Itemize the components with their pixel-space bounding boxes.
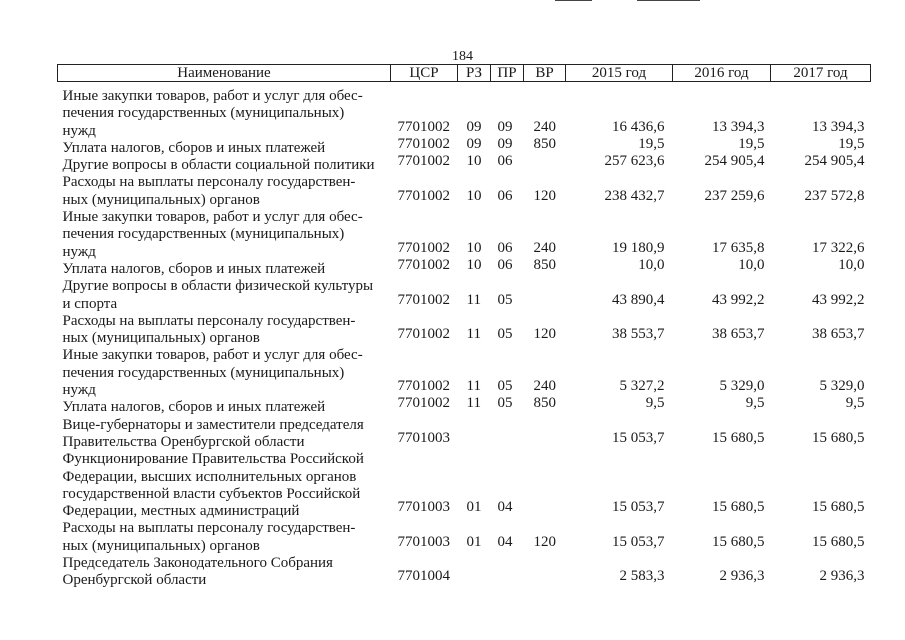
cell-csr	[391, 520, 458, 555]
cell-pr	[491, 278, 524, 313]
cell-name-line: Уплата налогов, сборов и иных платежей	[62, 260, 326, 277]
cell-y2017	[771, 520, 871, 555]
cell-pr-value: 06	[497, 153, 513, 170]
cell-vr	[524, 82, 566, 140]
header-name: Наименование	[58, 65, 391, 82]
cell-y2015	[566, 209, 673, 261]
cell-y2017	[771, 153, 871, 174]
cell-y2016	[673, 520, 771, 555]
cell-y2015	[566, 278, 673, 313]
cell-name	[58, 82, 391, 140]
cell-y2015	[566, 174, 673, 209]
cell-name-line: нужд	[62, 382, 96, 399]
cell-csr	[391, 256, 458, 278]
cell-csr	[391, 417, 458, 452]
cell-y2015	[566, 347, 673, 399]
cell-pr	[491, 209, 524, 261]
cell-pr-value: 04	[497, 533, 513, 550]
table-row	[58, 399, 871, 416]
cell-y2016-value: 10,0	[738, 256, 765, 273]
cell-name-line: печения государственных (муниципальных)	[62, 226, 345, 243]
cell-rz-value: 09	[466, 118, 482, 135]
table-row	[58, 313, 871, 348]
cell-vr	[524, 347, 566, 399]
cell-name-line: Оренбургской области	[62, 572, 207, 589]
cell-name-line: Федерации, местных администраций	[62, 503, 300, 520]
cell-name-line: печения государственных (муниципальных)	[62, 105, 345, 122]
cell-y2017-value: 15 680,5	[812, 533, 865, 550]
cell-rz-value: 11	[466, 378, 481, 395]
cell-name	[58, 417, 391, 452]
cell-y2017-value: 38 653,7	[812, 326, 865, 343]
cell-csr	[391, 395, 458, 416]
cell-csr-value: 7701002	[397, 187, 450, 204]
cell-csr	[391, 451, 458, 520]
cell-pr	[491, 174, 524, 209]
cell-name-line: Иные закупки товаров, работ и услуг для обес-	[62, 347, 363, 364]
cell-y2016-value: 13 394,3	[712, 118, 765, 135]
cell-y2015-value: 16 436,6	[612, 118, 665, 135]
cell-name-line: Вице-губернаторы и заместители председателя	[62, 416, 364, 433]
cell-csr-value: 7701002	[397, 135, 450, 152]
cell-csr	[391, 153, 458, 174]
cell-name-line: нужд	[62, 243, 96, 260]
cell-y2017	[771, 451, 871, 520]
cell-csr	[391, 347, 458, 399]
table-header	[58, 65, 871, 82]
cell-y2015-value: 2 583,3	[619, 568, 665, 585]
cell-y2016-value: 254 905,4	[704, 153, 765, 170]
cell-y2017-value: 43 992,2	[812, 291, 865, 308]
cell-y2016-value: 237 259,6	[704, 187, 765, 204]
cell-rz	[458, 153, 491, 174]
cell-y2015-value: 9,5	[645, 395, 665, 412]
cell-csr	[391, 555, 458, 590]
cell-y2015-value: 15 053,7	[612, 533, 665, 550]
cell-y2017	[771, 209, 871, 261]
cell-csr	[391, 209, 458, 261]
cell-csr	[391, 278, 458, 313]
table-row	[58, 209, 871, 261]
cell-y2015	[566, 82, 673, 140]
cell-csr	[391, 313, 458, 348]
cell-rz-value: 10	[466, 239, 482, 256]
cell-name	[58, 313, 391, 348]
cell-csr-value: 7701002	[397, 239, 450, 256]
cell-vr-value: 240	[533, 378, 556, 395]
cell-y2015-value: 38 553,7	[612, 326, 665, 343]
cell-y2016-value: 2 936,3	[719, 568, 765, 585]
cell-vr-value: 240	[533, 118, 556, 135]
cell-y2017-value: 5 329,0	[819, 378, 865, 395]
table-row	[58, 555, 871, 590]
cell-y2016	[673, 395, 771, 416]
cell-csr-value: 7701002	[397, 153, 450, 170]
cell-csr-value: 7701002	[397, 395, 450, 412]
table-row	[58, 174, 871, 209]
cell-y2016-value: 15 680,5	[712, 429, 765, 446]
cell-pr	[491, 313, 524, 348]
cell-vr-value: 850	[533, 256, 556, 273]
cell-vr-value: 120	[533, 326, 556, 343]
cell-y2015-value: 257 623,6	[604, 153, 665, 170]
cell-pr-value: 09	[497, 135, 513, 152]
cell-vr	[524, 209, 566, 261]
cell-rz	[458, 82, 491, 140]
cell-pr-value: 05	[497, 378, 513, 395]
cell-name-line: государственной власти субъектов Российской	[62, 485, 361, 502]
table-row	[58, 347, 871, 399]
cell-vr-value: 120	[533, 187, 556, 204]
cell-y2015	[566, 153, 673, 174]
cell-rz-value: 10	[466, 153, 482, 170]
cell-y2015-value: 15 053,7	[612, 429, 665, 446]
cell-name-line: Расходы на выплаты персоналу государствен-	[62, 520, 356, 537]
cell-y2017	[771, 395, 871, 416]
cell-pr	[491, 82, 524, 140]
cell-y2016-value: 15 680,5	[712, 533, 765, 550]
cell-y2017	[771, 555, 871, 590]
cell-name	[58, 347, 391, 399]
cell-y2017-value: 17 322,6	[812, 239, 865, 256]
cell-vr-value: 120	[533, 533, 556, 550]
cell-y2015-value: 5 327,2	[619, 378, 665, 395]
cell-vr	[524, 256, 566, 278]
table-row	[58, 157, 871, 174]
cell-y2016	[673, 209, 771, 261]
cell-vr	[524, 313, 566, 348]
cell-name	[58, 261, 391, 278]
cell-y2017-value: 13 394,3	[812, 118, 865, 135]
cell-rz	[458, 520, 491, 555]
cell-name	[58, 140, 391, 157]
cell-pr	[491, 347, 524, 399]
cell-y2017-value: 10,0	[838, 256, 865, 273]
cell-rz	[458, 347, 491, 399]
cell-name	[58, 157, 391, 174]
cell-pr-value: 05	[497, 291, 513, 308]
cell-y2016-value: 43 992,2	[712, 291, 765, 308]
cell-pr-value: 06	[497, 187, 513, 204]
cell-y2016	[673, 347, 771, 399]
header-2016: 2016 год	[673, 65, 771, 82]
cell-name	[58, 209, 391, 261]
cell-y2016	[673, 278, 771, 313]
cell-rz	[458, 451, 491, 520]
cell-name-line: Другие вопросы в области социальной политики	[62, 157, 375, 174]
cell-y2016	[673, 555, 771, 590]
cell-name-line: Правительства Оренбургской области	[62, 433, 305, 450]
cell-y2017	[771, 313, 871, 348]
cell-name-line: Уплата налогов, сборов и иных платежей	[62, 399, 326, 416]
cell-y2017-value: 254 905,4	[804, 153, 865, 170]
cell-name-line: Уплата налогов, сборов и иных платежей	[62, 139, 326, 156]
cell-name-line: Расходы на выплаты персоналу государствен-	[62, 174, 356, 191]
cell-pr	[491, 256, 524, 278]
cell-y2017-value: 19,5	[838, 135, 865, 152]
cell-vr	[524, 174, 566, 209]
cell-y2017-value: 9,5	[845, 395, 865, 412]
cell-y2016-value: 15 680,5	[712, 499, 765, 516]
cell-rz-value: 01	[466, 499, 482, 516]
table-row	[58, 278, 871, 313]
cell-csr-value: 7701002	[397, 291, 450, 308]
cell-vr-value: 850	[533, 395, 556, 412]
cell-rz	[458, 209, 491, 261]
cell-pr	[491, 153, 524, 174]
cell-y2016	[673, 82, 771, 140]
cell-rz	[458, 395, 491, 416]
cell-name	[58, 174, 391, 209]
cell-y2016-value: 5 329,0	[719, 378, 765, 395]
cell-vr	[524, 395, 566, 416]
table-row	[58, 520, 871, 555]
cell-name	[58, 520, 391, 555]
table-row	[58, 261, 871, 278]
cell-pr	[491, 520, 524, 555]
cell-name	[58, 451, 391, 520]
cell-vr	[524, 157, 566, 174]
table-row	[58, 82, 871, 140]
cell-vr	[524, 555, 566, 590]
cell-vr	[524, 451, 566, 520]
cell-vr	[524, 135, 566, 157]
cell-name-line: нужд	[62, 122, 96, 139]
cell-csr-value: 7701002	[397, 378, 450, 395]
cell-y2017	[771, 174, 871, 209]
cell-pr	[491, 417, 524, 452]
cell-rz	[458, 278, 491, 313]
cell-pr-value: 05	[497, 395, 513, 412]
page-number: 184	[452, 49, 473, 64]
cell-rz-value: 01	[466, 533, 482, 550]
cell-y2015	[566, 520, 673, 555]
cell-csr-value: 7701002	[397, 326, 450, 343]
cell-y2017	[771, 278, 871, 313]
cell-y2017-value: 2 936,3	[819, 568, 865, 585]
cell-y2015	[566, 417, 673, 452]
cell-pr-value: 06	[497, 239, 513, 256]
cell-y2016	[673, 174, 771, 209]
cell-csr-value: 7701003	[397, 499, 450, 516]
header-csr: ЦСР	[391, 65, 458, 82]
cell-rz-value: 10	[466, 256, 482, 273]
cell-rz-value: 11	[466, 395, 481, 412]
header-2017: 2017 год	[771, 65, 871, 82]
header-row	[58, 65, 871, 82]
cell-vr	[524, 417, 566, 452]
cell-y2016	[673, 256, 771, 278]
cell-y2015-value: 15 053,7	[612, 499, 665, 516]
cell-y2015-value: 43 890,4	[612, 291, 665, 308]
cell-csr-value: 7701002	[397, 256, 450, 273]
cell-pr-value: 09	[497, 118, 513, 135]
cell-y2016-value: 9,5	[745, 395, 765, 412]
cell-pr	[491, 395, 524, 416]
cell-rz-value: 11	[466, 291, 481, 308]
cell-y2016-value: 17 635,8	[712, 239, 765, 256]
cell-csr-value: 7701003	[397, 533, 450, 550]
budget-table	[57, 64, 871, 590]
cell-y2015	[566, 451, 673, 520]
cell-vr	[524, 520, 566, 555]
cell-name-line: Иные закупки товаров, работ и услуг для обес-	[62, 209, 363, 226]
cell-name-line: ных (муниципальных) органов	[62, 191, 260, 208]
cell-rz	[458, 256, 491, 278]
cell-name-line: Другие вопросы в области физической культуры	[62, 278, 374, 295]
cell-name-line: Функционирование Правительства Российской	[62, 451, 364, 468]
cell-name	[58, 278, 391, 313]
cell-y2017	[771, 82, 871, 140]
table-row	[58, 417, 871, 452]
cell-name-line: Расходы на выплаты персоналу государствен-	[62, 312, 356, 329]
table-row	[58, 451, 871, 520]
cell-y2015-value: 19 180,9	[612, 239, 665, 256]
cell-y2016-value: 38 653,7	[712, 326, 765, 343]
table-body	[58, 82, 871, 590]
cell-name-line: и спорта	[62, 295, 118, 312]
cell-y2016	[673, 451, 771, 520]
cell-y2016	[673, 417, 771, 452]
scan-artifact-line	[637, 0, 700, 1]
cell-y2017	[771, 256, 871, 278]
cell-y2016-value: 19,5	[738, 135, 765, 152]
cell-rz-value: 09	[466, 135, 482, 152]
cell-vr-value: 240	[533, 239, 556, 256]
cell-name-line: ных (муниципальных) органов	[62, 537, 260, 554]
cell-rz	[458, 313, 491, 348]
cell-rz	[458, 555, 491, 590]
cell-pr	[491, 555, 524, 590]
cell-name-line: Иные закупки товаров, работ и услуг для обес-	[62, 88, 363, 104]
cell-y2015	[566, 395, 673, 416]
cell-y2017-value: 15 680,5	[812, 499, 865, 516]
header-pr: ПР	[491, 65, 524, 82]
cell-pr-value: 05	[497, 326, 513, 343]
cell-name-line: печения государственных (муниципальных)	[62, 364, 345, 381]
cell-y2017	[771, 347, 871, 399]
cell-name	[58, 399, 391, 416]
header-2015: 2015 год	[566, 65, 673, 82]
cell-y2017-value: 15 680,5	[812, 429, 865, 446]
cell-rz	[458, 417, 491, 452]
cell-vr-value: 850	[533, 135, 556, 152]
cell-y2016	[673, 153, 771, 174]
cell-vr	[524, 278, 566, 313]
cell-y2015	[566, 555, 673, 590]
cell-csr-value: 7701004	[397, 568, 450, 585]
cell-csr	[391, 174, 458, 209]
cell-y2017	[771, 417, 871, 452]
cell-name-line: ных (муниципальных) органов	[62, 330, 260, 347]
cell-name-line: Федерации, высших исполнительных органов	[62, 468, 357, 485]
cell-rz-value: 11	[466, 326, 481, 343]
cell-y2015	[566, 256, 673, 278]
scan-artifact-line	[555, 0, 592, 1]
cell-y2015	[566, 313, 673, 348]
cell-csr-value: 7701002	[397, 118, 450, 135]
cell-y2015-value: 19,5	[638, 135, 665, 152]
cell-csr	[391, 82, 458, 140]
cell-rz-value: 10	[466, 187, 482, 204]
cell-y2016	[673, 313, 771, 348]
cell-y2015-value: 238 432,7	[604, 187, 665, 204]
cell-y2017-value: 237 572,8	[804, 187, 865, 204]
cell-name-line: Председатель Законодательного Собрания	[62, 555, 333, 572]
cell-pr-value: 06	[497, 256, 513, 273]
cell-pr	[491, 451, 524, 520]
cell-name	[58, 555, 391, 590]
cell-rz	[458, 174, 491, 209]
cell-y2015-value: 10,0	[638, 256, 665, 273]
header-vr: ВР	[524, 65, 566, 82]
header-rz: РЗ	[458, 65, 491, 82]
cell-csr-value: 7701003	[397, 429, 450, 446]
cell-pr-value: 04	[497, 499, 513, 516]
